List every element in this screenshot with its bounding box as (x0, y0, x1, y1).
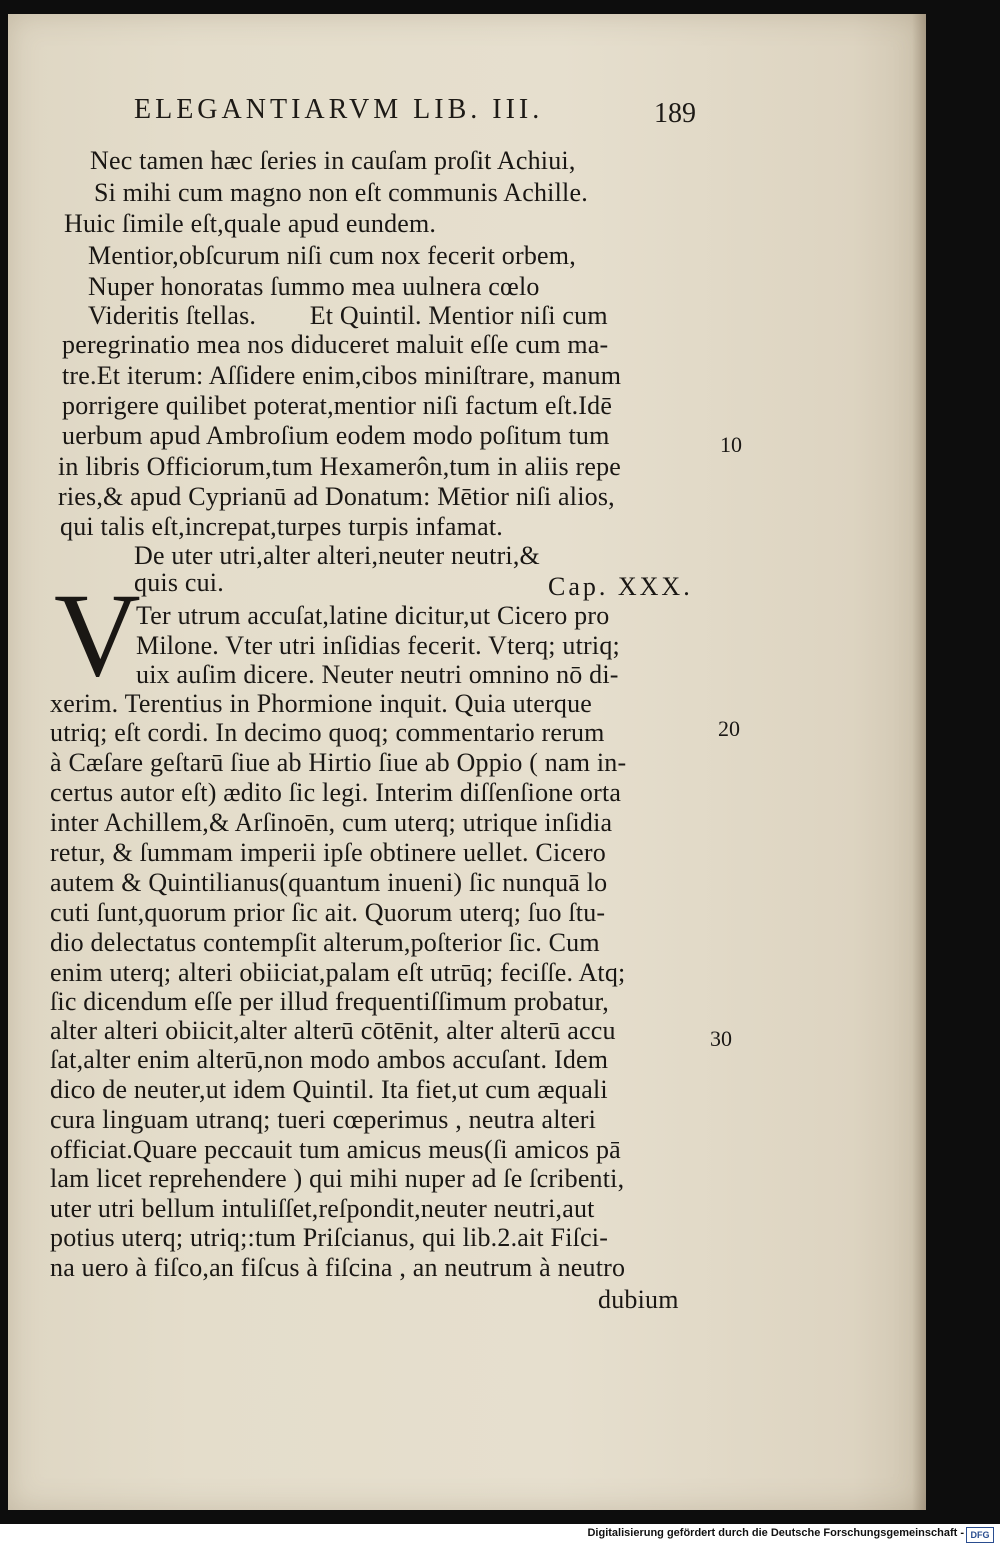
text-line: dico de neuter,ut idem Quintil. Ita fiet,ut cum æquali (50, 1075, 608, 1104)
text-line: Si mihi cum magno non eſt communis Achille. (94, 178, 588, 207)
chapter-number: Cap. XXX. (548, 572, 693, 601)
margin-number-30: 30 (710, 1026, 732, 1051)
text-line: retur, & ſummam imperii ipſe obtinere uellet. Cicero (50, 838, 606, 867)
text-line: Huic ſimile eſt,quale apud eundem. (64, 209, 437, 238)
text-line: certus autor eſt) ædito ſic legi. Interim diſſenſione orta (50, 778, 622, 807)
dropcap: V (54, 568, 141, 701)
catchword: dubium (598, 1285, 679, 1314)
text-line: Nec tamen hæc ſeries in cauſam proſit Achiui, (90, 146, 576, 175)
text-line: qui talis eſt,increpat,turpes turpis infamat. (60, 512, 503, 541)
text-line: à Cæſare geſtarū ſiue ab Hirtio ſiue ab Oppio ( nam in- (50, 748, 627, 777)
text-line: potius uterq; utriq;:tum Priſcianus, qui lib.2.ait Fiſci- (50, 1223, 609, 1252)
text-line: Ter utrum accuſat,latine dicitur,ut Cicero pro (136, 601, 610, 630)
text-line: officiat.Quare peccauit tum amicus meus(ſi amicos pā (50, 1135, 621, 1164)
text-line: in libris Officiorum,tum Hexamerôn,tum in aliis repe (58, 452, 622, 481)
text-line: ſic dicendum eſſe per illud frequentiſſimum probatur, (50, 987, 610, 1016)
page-number: 189 (654, 98, 696, 129)
footer-bar (0, 1524, 1000, 1546)
text-line: ſat,alter enim alterū,non modo ambos accuſant. Idem (50, 1045, 609, 1074)
text-line: dio delectatus contempſit alterum,poſterior ſic. Cum (50, 928, 600, 957)
text-line: na uero à fiſco,an fiſcus à fiſcina , an neutrum à neutro (50, 1253, 626, 1282)
text-line: Milone. Vter utri inſidias fecerit. Vterq; utriq; (136, 631, 620, 660)
text-line: uter utri bellum intuliſſet,reſpondit,neuter neutri,aut (50, 1194, 595, 1223)
text-line: lam licet reprehendere ) qui mihi nuper ad ſe ſcribenti, (50, 1164, 625, 1193)
text-line: alter alteri obiicit,alter alterū cōtēnit, alter alterū accu (50, 1016, 616, 1045)
text-line: autem & Quintilianus(quantum inueni) ſic nunquā lo (50, 868, 608, 897)
text-line: uix auſim dicere. Neuter neutri omnino nō di- (136, 660, 619, 689)
footer-attribution: Digitalisierung gefördert durch die Deutsche Forschungsgemeinschaft - (587, 1527, 964, 1539)
text-line: porrigere quilibet poterat,mentior niſi factum eſt.Idē (62, 391, 613, 420)
text-line: Nuper honoratas ſummo mea uulnera cœlo (88, 272, 540, 301)
text-line: utriq; eſt cordi. In decimo quoq; commentario rerum (50, 718, 605, 747)
text-line: inter Achillem,& Arſinoēn, cum uterq; utrique inſidia (50, 808, 613, 837)
dfg-logo-icon: DFG (966, 1527, 994, 1543)
text-line: tre.Et iterum: Aſſidere enim,cibos miniſtrare, manum (62, 361, 622, 390)
running-title: ELEGANTIARVM LIB. III. (134, 94, 544, 125)
section-heading: De uter utri,alter alteri,neuter neutri,& (134, 541, 540, 570)
text-line: ries,& apud Cyprianū ad Donatum: Mētior niſi alios, (58, 482, 615, 511)
margin-number-20: 20 (718, 716, 740, 741)
section-heading: quis cui. (134, 568, 224, 597)
text-line: Videritis ſtellas. Et Quintil. Mentior niſi cum (88, 301, 608, 330)
text-line: enim uterq; alteri obiiciat,palam eſt utrūq; feciſſe. Atq; (50, 958, 626, 987)
text-line: cura linguam utranq; tueri cœperimus , neutra alteri (50, 1105, 597, 1134)
page-edge-shadow (912, 14, 926, 1510)
text-line: peregrinatio mea nos diduceret maluit eſſe cum ma- (62, 330, 609, 359)
text-line: Mentior,obſcurum niſi cum nox fecerit orbem, (88, 241, 576, 270)
text-line: xerim. Terentius in Phormione inquit. Quia uterque (50, 689, 593, 718)
text-line: uerbum apud Ambroſium eodem modo poſitum tum (62, 421, 610, 450)
margin-number-10: 10 (720, 432, 742, 457)
text-line: cuti ſunt,quorum prior ſic ait. Quorum uterq; ſuo ſtu- (50, 898, 606, 927)
